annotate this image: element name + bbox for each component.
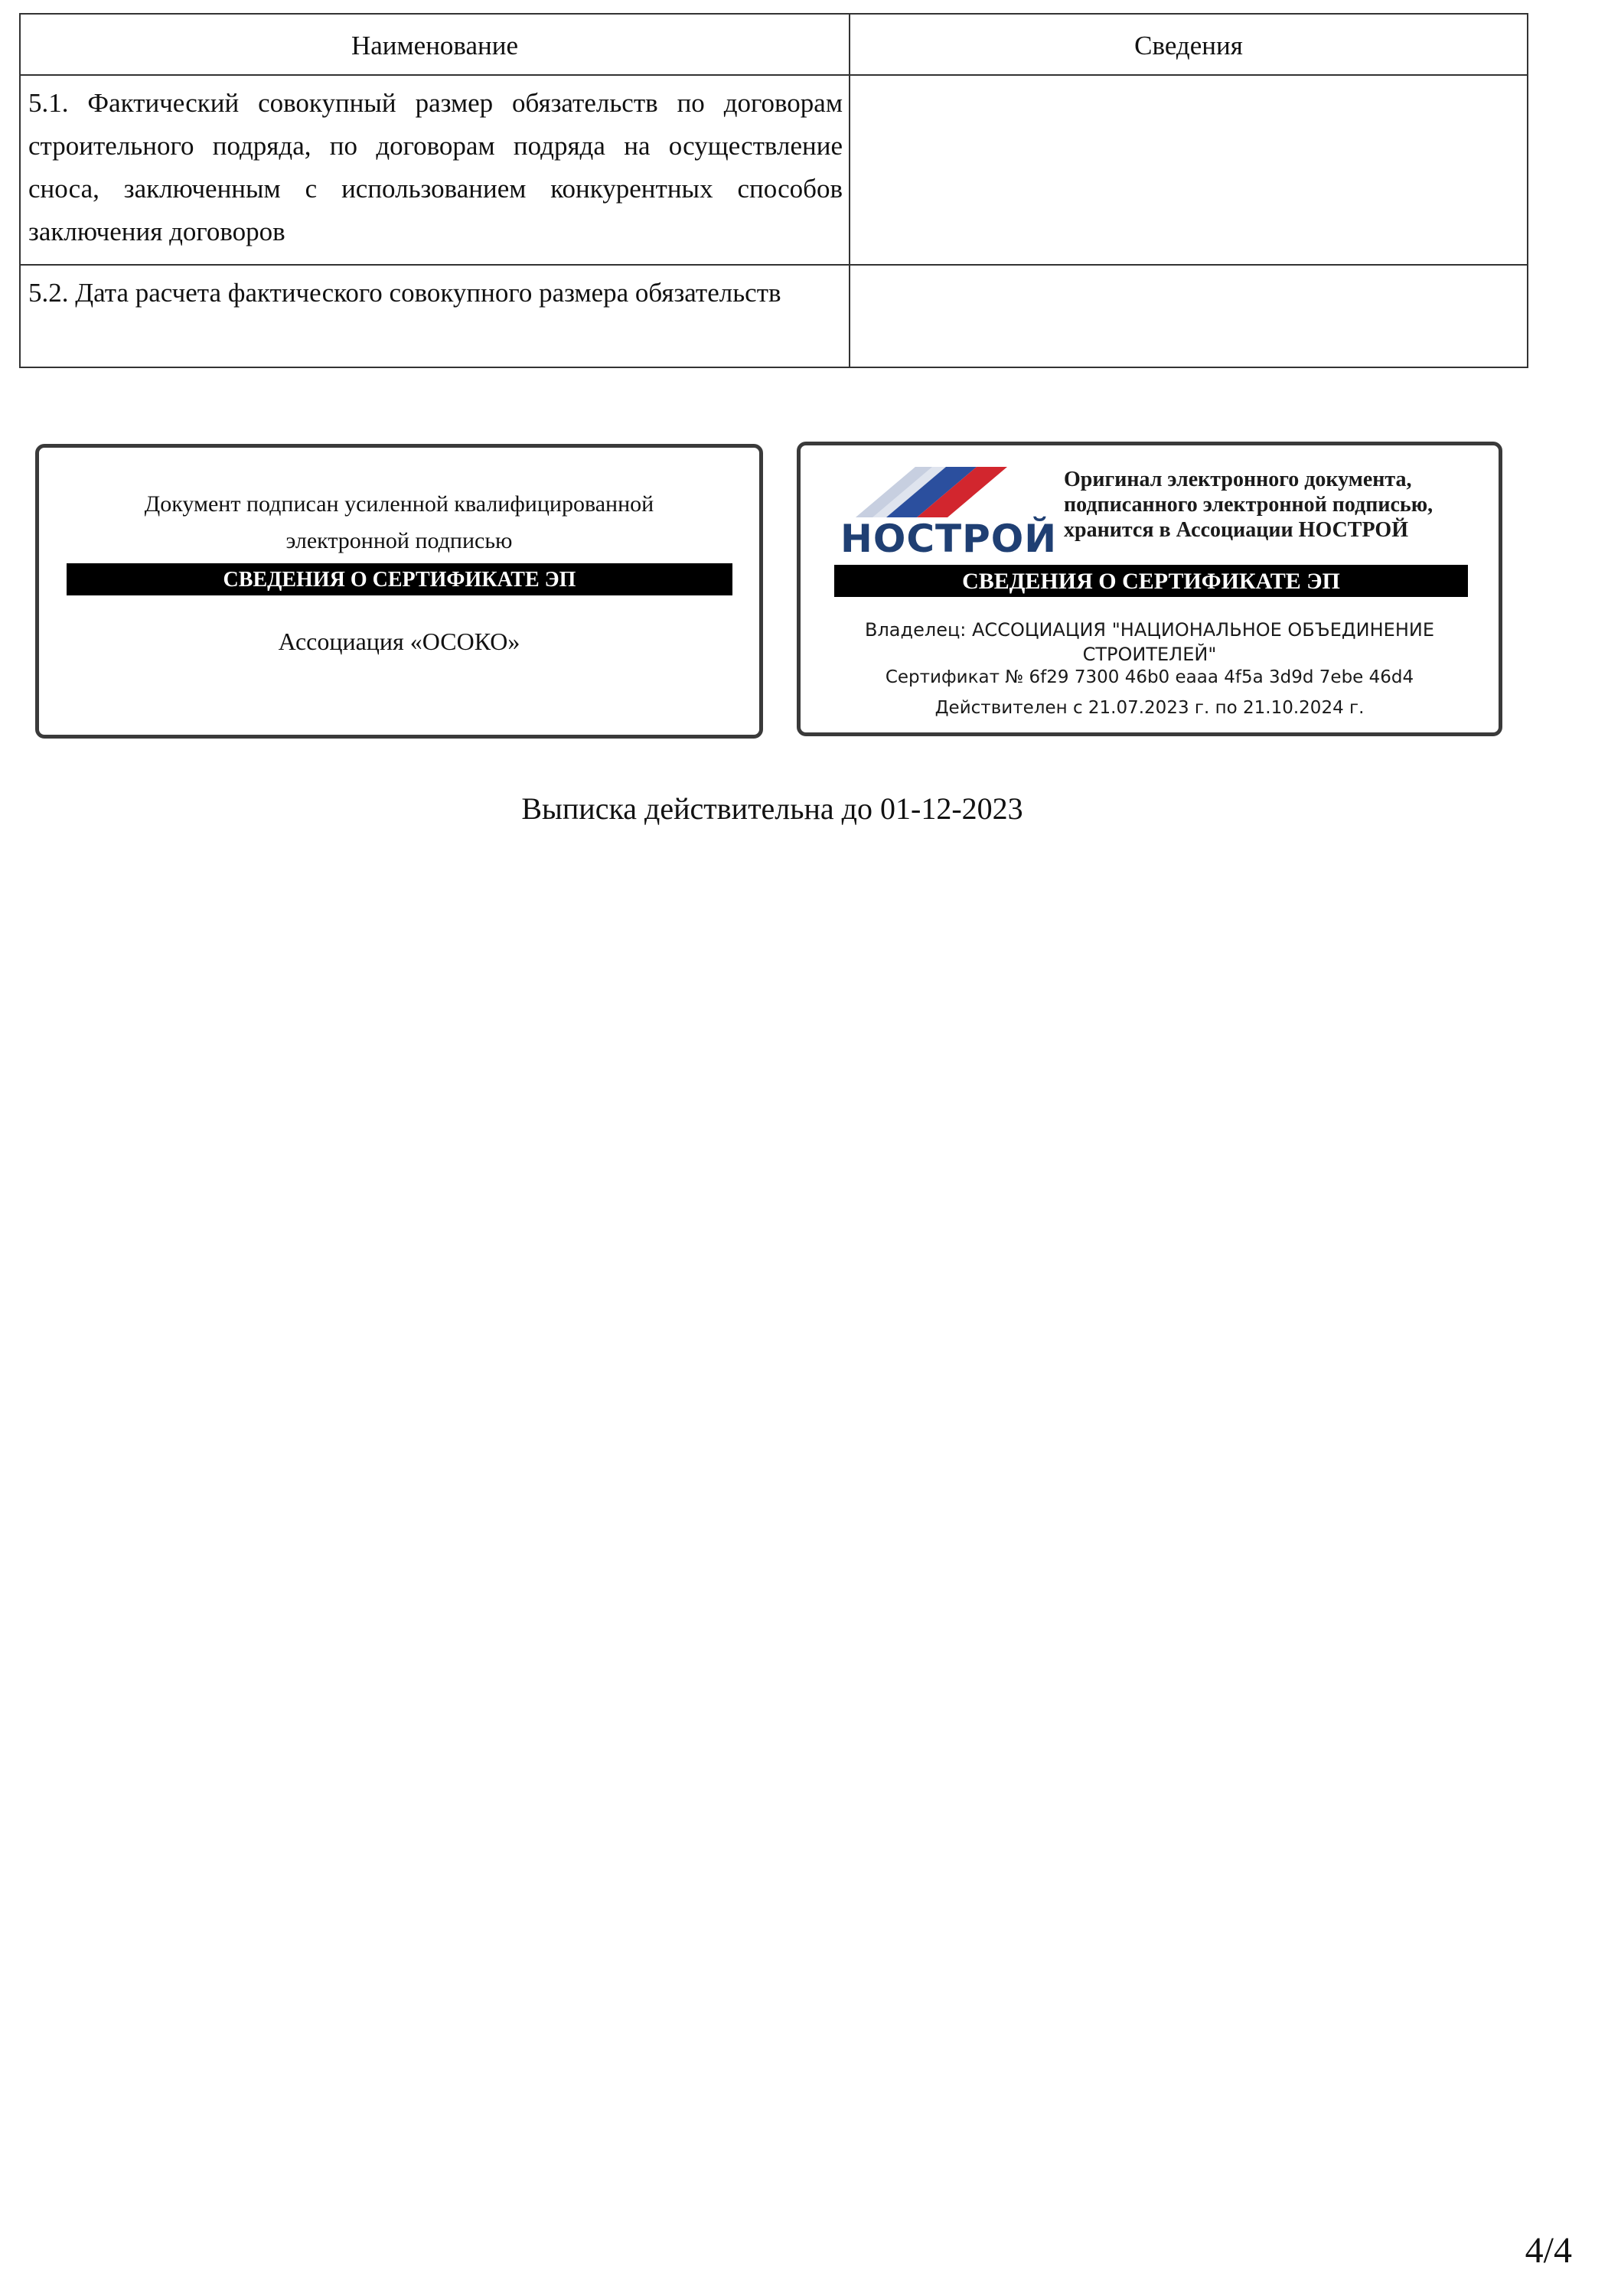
original-notice-line: подписанного электронной подписью,: [1064, 493, 1433, 517]
logo-wordmark: НОСТРОЙ: [840, 517, 1058, 561]
table-row: [20, 75, 1528, 265]
row-name-cell: 5.1. Фактический совокупный размер обязательств по договорам строительного подряда, по договорам подряда на осуществление сноса, заключенным с использованием конкурентных способов заключения договоров: [20, 75, 850, 265]
signer-organization: Ассоциация «ОСОКО»: [278, 628, 520, 655]
nostroy-logo: [840, 462, 1058, 562]
extract-validity-note: Выписка действительна до 01-12-2023: [521, 791, 1023, 826]
original-storage-notice: [1064, 467, 1492, 543]
page-number: 4/4: [1525, 2230, 1572, 2271]
row-value-cell: [850, 265, 1528, 367]
certificate-validity: Действителен с 21.07.2023 г. по 21.10.2024 г.: [934, 698, 1365, 718]
certificate-number: Сертификат № 6f29 7300 46b0 eaaa 4f5a 3d9d 7ebe 46d4: [885, 667, 1414, 687]
signature-stamp-osoko: [35, 444, 763, 739]
certificate-owner: Владелец: АССОЦИАЦИЯ "НАЦИОНАЛЬНОЕ ОБЪЕДИНЕНИЕ СТРОИТЕЛЕЙ": [864, 619, 1434, 665]
signed-notice: [39, 486, 759, 559]
row-value-cell: [850, 75, 1528, 265]
certificate-info-bar: СВЕДЕНИЯ О СЕРТИФИКАТЕ ЭП: [834, 565, 1468, 597]
column-header-details: Сведения: [850, 14, 1528, 75]
signed-notice-line: Документ подписан усиленной квалифицированной: [144, 491, 654, 517]
column-header-name: Наименование: [20, 14, 850, 75]
signature-stamp-nostroy: [797, 442, 1502, 736]
info-table: [19, 13, 1528, 368]
certificate-info-bar: СВЕДЕНИЯ О СЕРТИФИКАТЕ ЭП: [67, 563, 732, 595]
roof-flag-icon: [840, 462, 1039, 523]
signed-notice-line: электронной подписью: [285, 528, 513, 553]
original-notice-line: Оригинал электронного документа,: [1064, 468, 1412, 491]
table-row: [20, 265, 1528, 367]
original-notice-line: хранится в Ассоциации НОСТРОЙ: [1064, 518, 1408, 542]
table-header-row: [20, 14, 1528, 75]
row-name-cell: 5.2. Дата расчета фактического совокупного размера обязательств: [20, 265, 850, 367]
